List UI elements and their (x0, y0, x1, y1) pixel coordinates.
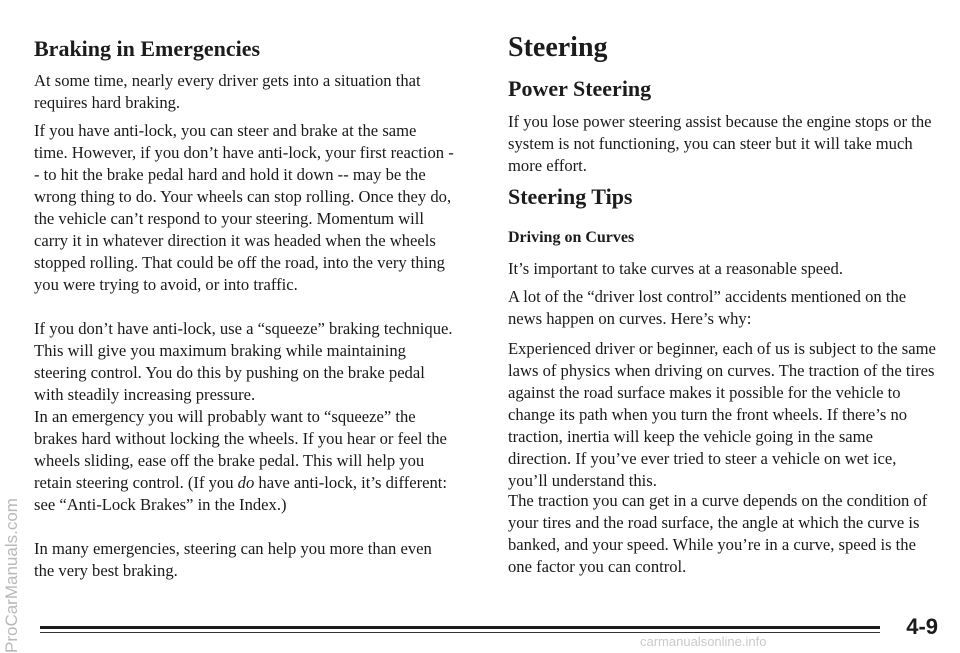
side-watermark: ProCarManuals.com (2, 498, 21, 653)
power-steering-heading: Power Steering (508, 76, 652, 101)
footer-rule (40, 626, 880, 629)
curves-paragraph-2: A lot of the “driver lost control” accidents mentioned on the news happen on curves. Here’s why: (508, 287, 907, 328)
page-number: 4-9 (906, 614, 938, 639)
footer-rule-thin (40, 632, 880, 633)
braking-paragraph-5: In many emergencies, steering can help you more than even the very best braking. (34, 539, 432, 580)
steering-tips-heading: Steering Tips (508, 184, 633, 209)
paragraph-4-part-a: In an emergency you will probably want to “squeeze” the brakes hard without locking the wheels. If you hear or feel the wheels sliding, ease off the brake pedal. This will help you retain steering control. (If you (34, 407, 447, 492)
braking-paragraph-1: At some time, nearly every driver gets into a situation that requires hard braking. (34, 71, 421, 112)
curves-paragraph-4: The traction you can get in a curve depends on the condition of your tires and the road surface, the angle at which the curve is banked, and your speed. While you’re in a curve, speed is the one factor you can control. (508, 491, 928, 576)
steering-heading: Steering (508, 32, 608, 63)
braking-heading: Braking in Emergencies (34, 36, 261, 61)
curves-paragraph-1: It’s important to take curves at a reasonable speed. (508, 259, 843, 278)
braking-paragraph-2: If you have anti-lock, you can steer and brake at the same time. However, if you don’t have anti-lock, your first reaction -- to hit the brake pedal hard and hold it down -- may be the wrong thing to do. Your wheels can stop rolling. Once they do, the vehicle can’t respond to your steering. Momentum will carry it in whatever direction it was headed when the wheels stopped rolling. That could be off the road, into the very thing you were trying to avoid, or into traffic. (34, 121, 454, 294)
curves-paragraph-3: Experienced driver or beginner, each of us is subject to the same laws of physics when driving on curves. The traction of the tires against the road surface makes it possible for the vehicle to change its path when you turn the front wheels. If there’s no traction, inertia will keep the vehicle going in the same direction. If you’ve ever tried to steer a vehicle on wet ice, you’ll understand this. (508, 339, 936, 490)
driving-on-curves-heading: Driving on Curves (508, 229, 635, 246)
braking-paragraph-4 (34, 406, 454, 516)
paragraph-4-part-b: have anti-lock, it’s different: see “Anti-Lock Brakes” in the Index.) (34, 473, 448, 514)
braking-paragraph-3: If you don’t have anti-lock, use a “squeeze” braking technique. This will give you maximum braking while maintaining steering control. You do this by pushing on the brake pedal with steadily increasing pressure. (34, 319, 453, 404)
footer-watermark: carmanualsonline.info (640, 634, 767, 649)
power-steering-paragraph: If you lose power steering assist because the engine stops or the system is not functioning, you can steer but it will take much more effort. (508, 112, 932, 175)
paragraph-4-emphasis: do (237, 473, 255, 492)
